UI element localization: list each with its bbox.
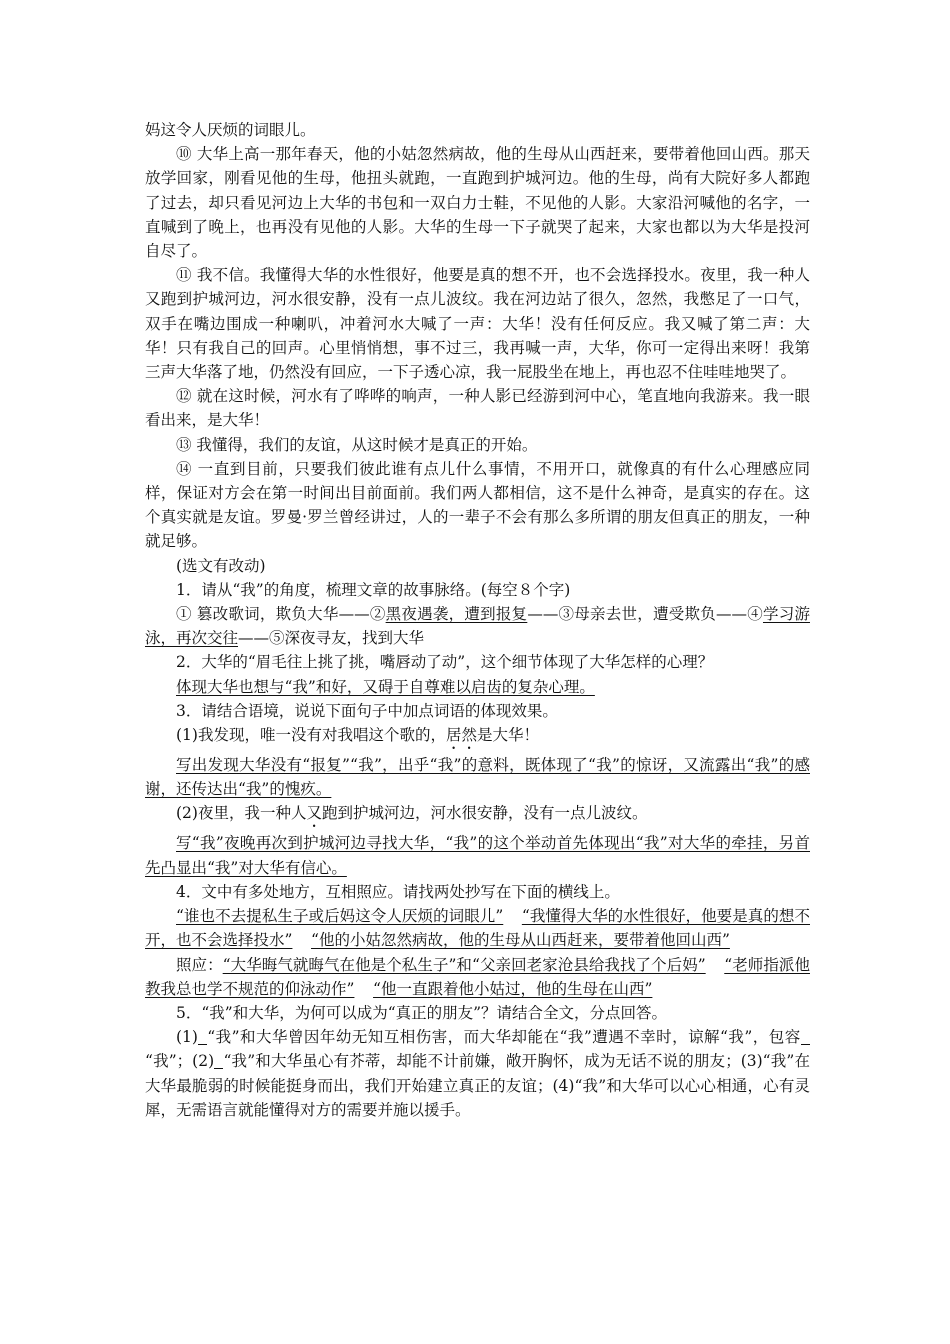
answer-5-part-1: “我”和大华曾因年幼无知互相伤害，而大华却能在“我”遭遇不幸时，谅解“我”，包容 [207, 1028, 801, 1047]
answer-3-2-text: 写“我”夜晚再次到护城河边寻找大华，“我”的这个举动首先体现出“我”对大华的牵挂，另首先凸显出“我”对大华有信心。 [145, 834, 810, 877]
paragraph-14: ⑭ 一直到目前，只要我们彼此谁有点儿什么事情，不用开口，就像真的有什么心理感应同样，保证对方会在第一时间出目前面前。我们两人都相信，这不是什么神奇，是真实的存在。这个真实就是友谊。罗曼·罗兰曾经讲过，人的一辈子不会有那么多所谓的朋友但真正的朋友，一种就足够。 [145, 459, 810, 551]
story-line-0: 妈这令人厌烦的词眼儿。 [145, 121, 316, 139]
sentence-2-pre: (2)夜里，我一种人 [176, 804, 307, 823]
answer-1-blank-4: 学习游泳，再次交往 [145, 605, 810, 648]
quote-3: “他的小姑忽然病故，他的生母从山西赶来，要带着他回山西” [311, 931, 730, 950]
quote-1: “谁也不去提私生子或后妈这令人厌烦的词眼儿” [176, 907, 504, 926]
answer-3-2 [145, 831, 810, 879]
answer-1-post: ——⑤深夜寻友，找到大华 [238, 629, 425, 648]
paragraph-11: ⑪ 我不信。我懂得大华的水性很好，他要是真的想不开，也不会选择投水。夜里，我一种人又跑到护城河边，河水很安静，没有一点儿波纹。我在河边站了很久，忽然，我憋足了一口气，双手在嘴边围成一种喇叭，冲着河水大喊了一声：大华！没有任何反应。我又喊了第二声：大华！只有我自己的回声。心里悄悄想，事不过三，我再喊一声，大华，你可一定得出来呀！我第三声大华落了地，仍然没有回应，一下子透心凉，我一屁股坐在地上，再也忍不住哇哇地哭了。 [145, 266, 810, 382]
emphasized-word-1: 居然 [445, 726, 477, 745]
emphasized-word-2: 又 [306, 804, 322, 823]
answer-1-mid: ——③母亲去世，遭受欺负——④ [527, 605, 763, 624]
source-note: (选文有改动) [176, 556, 266, 575]
answer-5-num-1: (1) [176, 1028, 198, 1047]
answer-2-text: 体现大华也想与“我”和好，又碍于自尊难以启齿的复杂心理。 [176, 677, 595, 696]
answer-4-quotes [145, 904, 810, 952]
answer-4-echoes [145, 953, 810, 1001]
echo-1: “大华晦气就晦气在他是个私生子”和“父亲回老家沧县给我找了个后妈” [222, 955, 706, 974]
echo-2: “老师指派他教我总也学不规范的仰泳动作” [145, 955, 810, 998]
answer-blank-line [198, 1029, 207, 1046]
question-5: 5．“我”和大华，为何可以成为“真正的朋友”？请结合全文，分点回答。 [176, 1003, 668, 1022]
question-3: 3．请结合语境，说说下面句子中加点词语的体现效果。 [176, 701, 558, 720]
answer-3-1 [145, 753, 810, 801]
echo-3: “他一直跟着他小姑过，他的生母在山西” [373, 979, 653, 998]
answer-blank-line [801, 1029, 810, 1046]
question-1: 1．请从“我”的角度，梳理文章的故事脉络。(每空８个字) [176, 580, 571, 599]
answer-5-part-2: “我”和大华虽心有芥蒂，却能不计前嫌，敞开胸怀，成为无话不说的朋友；(3)“我”在大华最脆弱的时候能挺身而出，我们开始建立真正的友谊；(4)“我”和大华可以心心相通，心有灵犀，无需语言就能懂得对方的需要并施以援手。 [145, 1052, 810, 1119]
question-3-sentence-2 [145, 801, 810, 831]
quote-2: “我懂得大华的水性很好，他要是真的想不开，也不会选择投水” [145, 907, 810, 950]
answer-5 [145, 1025, 810, 1122]
paragraph-13: ⑬ 我懂得，我们的友谊，从这时候才是真正的开始。 [176, 435, 538, 454]
question-3-sentence-1 [145, 723, 810, 753]
echo-label: 照应： [176, 955, 223, 974]
question-2: 2．大华的“眉毛往上挑了挑，嘴唇动了动”，这个细节体现了大华怎样的心理？ [176, 653, 714, 672]
sentence-2-post: 跑到护城河边，河水很安静，没有一点儿波纹。 [321, 804, 648, 823]
paragraph-12: ⑫ 就在这时候，河水有了哗哗的响声，一种人影已经游到河中心，笔直地向我游来。我一眼看出来，是大华！ [145, 387, 810, 430]
sentence-1-pre: (1)我发现，唯一没有对我唱这个歌的， [176, 726, 446, 745]
paragraph-10: ⑩ 大华上高一那年春天，他的小姑忽然病故，他的生母从山西赶来，要带着他回山西。那天放学回家，刚看见他的生母，他扭头就跑，一直跑到护城河边。他的生母，尚有大院好多人都跑了过去，却只看见河边上大华的书包和一双白力士鞋，不见他的人影。大家沿河喊他的名字，一直喊到了晚上，也再没有见他的人影。大华的生母一下子就哭了起来，大家也都以为大华是投河自尽了。 [145, 145, 810, 261]
answer-5-tail-1: “我”；(2) [145, 1052, 215, 1071]
question-4: 4．文中有多处地方，互相照应。请找两处抄写在下面的横线上。 [176, 882, 620, 901]
answer-1-pre: ① 篡改歌词，欺负大华——② [176, 605, 386, 624]
answer-3-1-text: 写出发现大华没有“报复”“我”，出乎“我”的意料，既体现了“我”的惊讶，又流露出“我”的感谢，还传达出“我”的愧疚。 [145, 756, 810, 799]
document-page [145, 118, 810, 1122]
answer-1 [145, 602, 810, 650]
sentence-1-post: 是大华！ [476, 726, 539, 745]
answer-1-blank-2: 黑夜遇袭，遭到报复 [385, 605, 528, 624]
answer-2 [145, 675, 810, 699]
